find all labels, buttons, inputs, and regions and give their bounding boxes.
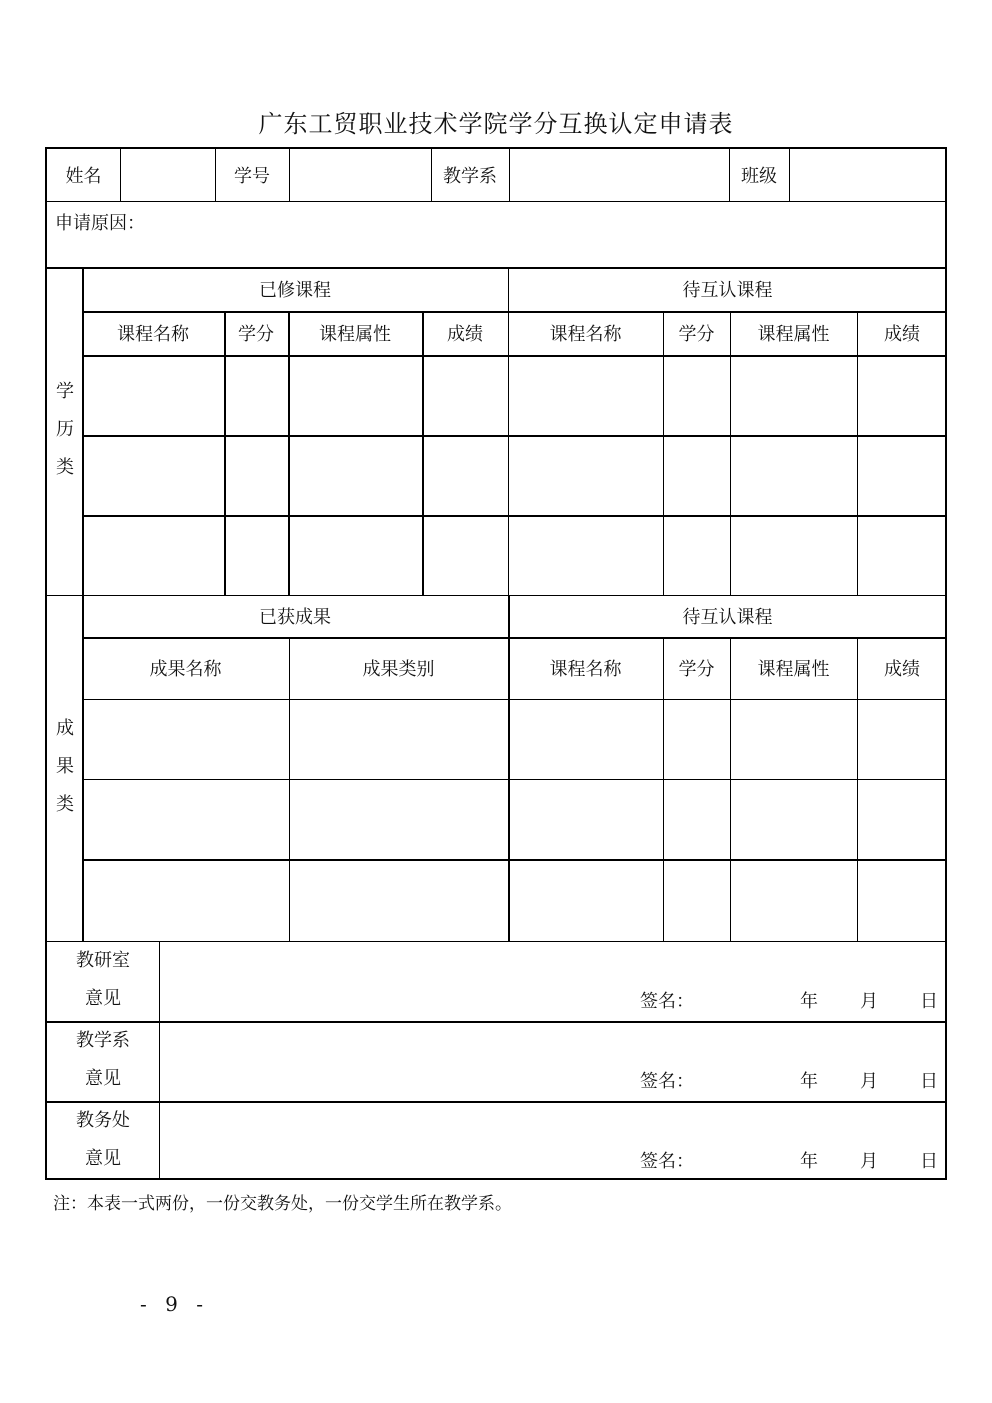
academic-section-label-2: 历 bbox=[56, 419, 74, 440]
form-title: 广东工贸职业技术学院学分互换认定申请表 bbox=[258, 110, 734, 138]
teaching-office-opinion-label-2: 意见 bbox=[85, 988, 121, 1009]
academic-affairs-day-label: 日 bbox=[920, 1151, 938, 1172]
col-achievement-category: 成果类别 bbox=[362, 659, 435, 680]
col-pending-credit: 学分 bbox=[678, 324, 715, 345]
achievement-section-label-3: 类 bbox=[56, 794, 74, 815]
department-field[interactable] bbox=[509, 149, 729, 201]
student-id-field[interactable] bbox=[289, 149, 431, 201]
name-field[interactable] bbox=[120, 149, 215, 201]
reason-field[interactable] bbox=[47, 201, 947, 267]
col-pending-course-attribute: 课程属性 bbox=[757, 324, 830, 345]
academic-row-2[interactable] bbox=[82, 435, 947, 515]
teaching-office-sign-label: 签名： bbox=[640, 991, 694, 1012]
student-id-label: 学号 bbox=[234, 166, 270, 187]
achievement-pending-courses-header: 待互认课程 bbox=[682, 607, 773, 628]
department-sign-label: 签名： bbox=[640, 1071, 694, 1092]
reason-label: 申请原因： bbox=[55, 213, 145, 234]
academic-row-3[interactable] bbox=[82, 515, 947, 595]
achievement-row-3[interactable] bbox=[82, 859, 947, 941]
achievement-section-label-2: 果 bbox=[56, 756, 74, 777]
teaching-office-year-label: 年 bbox=[800, 991, 818, 1012]
achievement-section-label-1: 成 bbox=[56, 718, 74, 739]
academic-affairs-opinion-label: 教务处 bbox=[76, 1110, 130, 1131]
department-label: 教学系 bbox=[443, 166, 497, 187]
academic-row-1[interactable] bbox=[82, 355, 947, 435]
col-course-attribute: 课程属性 bbox=[319, 324, 391, 345]
department-opinion-label-2: 意见 bbox=[85, 1068, 121, 1089]
name-label: 姓名 bbox=[65, 166, 102, 187]
class-label: 班级 bbox=[741, 166, 777, 187]
teaching-office-opinion-field[interactable] bbox=[159, 941, 947, 1021]
teaching-office-opinion-label: 教研室 bbox=[76, 950, 130, 971]
col-ach-credit: 学分 bbox=[678, 659, 715, 680]
col-pending-course-name: 课程名称 bbox=[549, 324, 622, 345]
col-ach-course-name: 课程名称 bbox=[549, 659, 622, 680]
col-grade: 成绩 bbox=[447, 324, 483, 345]
department-day-label: 日 bbox=[920, 1071, 938, 1092]
page-number: - 9 - bbox=[140, 1292, 209, 1316]
teaching-office-month-label: 月 bbox=[860, 991, 878, 1012]
obtained-achievements-header: 已获成果 bbox=[259, 607, 331, 628]
department-opinion-label: 教学系 bbox=[76, 1030, 130, 1051]
col-ach-course-attribute: 课程属性 bbox=[757, 659, 830, 680]
department-month-label: 月 bbox=[860, 1071, 878, 1092]
academic-affairs-opinion-field[interactable] bbox=[159, 1101, 947, 1180]
academic-affairs-sign-label: 签名： bbox=[640, 1151, 694, 1172]
col-credit: 学分 bbox=[238, 324, 274, 345]
col-pending-grade: 成绩 bbox=[884, 324, 920, 345]
achievement-row-2[interactable] bbox=[82, 779, 947, 859]
class-field[interactable] bbox=[789, 149, 947, 201]
department-year-label: 年 bbox=[800, 1071, 818, 1092]
academic-affairs-opinion-label-2: 意见 bbox=[85, 1148, 121, 1169]
achievement-row-1[interactable] bbox=[82, 699, 947, 779]
academic-section-label-3: 类 bbox=[56, 457, 74, 478]
completed-courses-header: 已修课程 bbox=[259, 280, 331, 301]
teaching-office-day-label: 日 bbox=[920, 991, 938, 1012]
col-ach-grade: 成绩 bbox=[884, 659, 920, 680]
footnote: 注：本表一式两份，一份交教务处，一份交学生所在教学系。 bbox=[53, 1194, 512, 1214]
application-form-table bbox=[45, 147, 947, 1180]
academic-affairs-year-label: 年 bbox=[800, 1151, 818, 1172]
pending-courses-header: 待互认课程 bbox=[682, 280, 773, 301]
academic-section-label-1: 学 bbox=[56, 381, 74, 402]
col-achievement-name: 成果名称 bbox=[149, 659, 222, 680]
col-course-name: 课程名称 bbox=[117, 324, 189, 345]
academic-affairs-month-label: 月 bbox=[860, 1151, 878, 1172]
department-opinion-field[interactable] bbox=[159, 1021, 947, 1101]
